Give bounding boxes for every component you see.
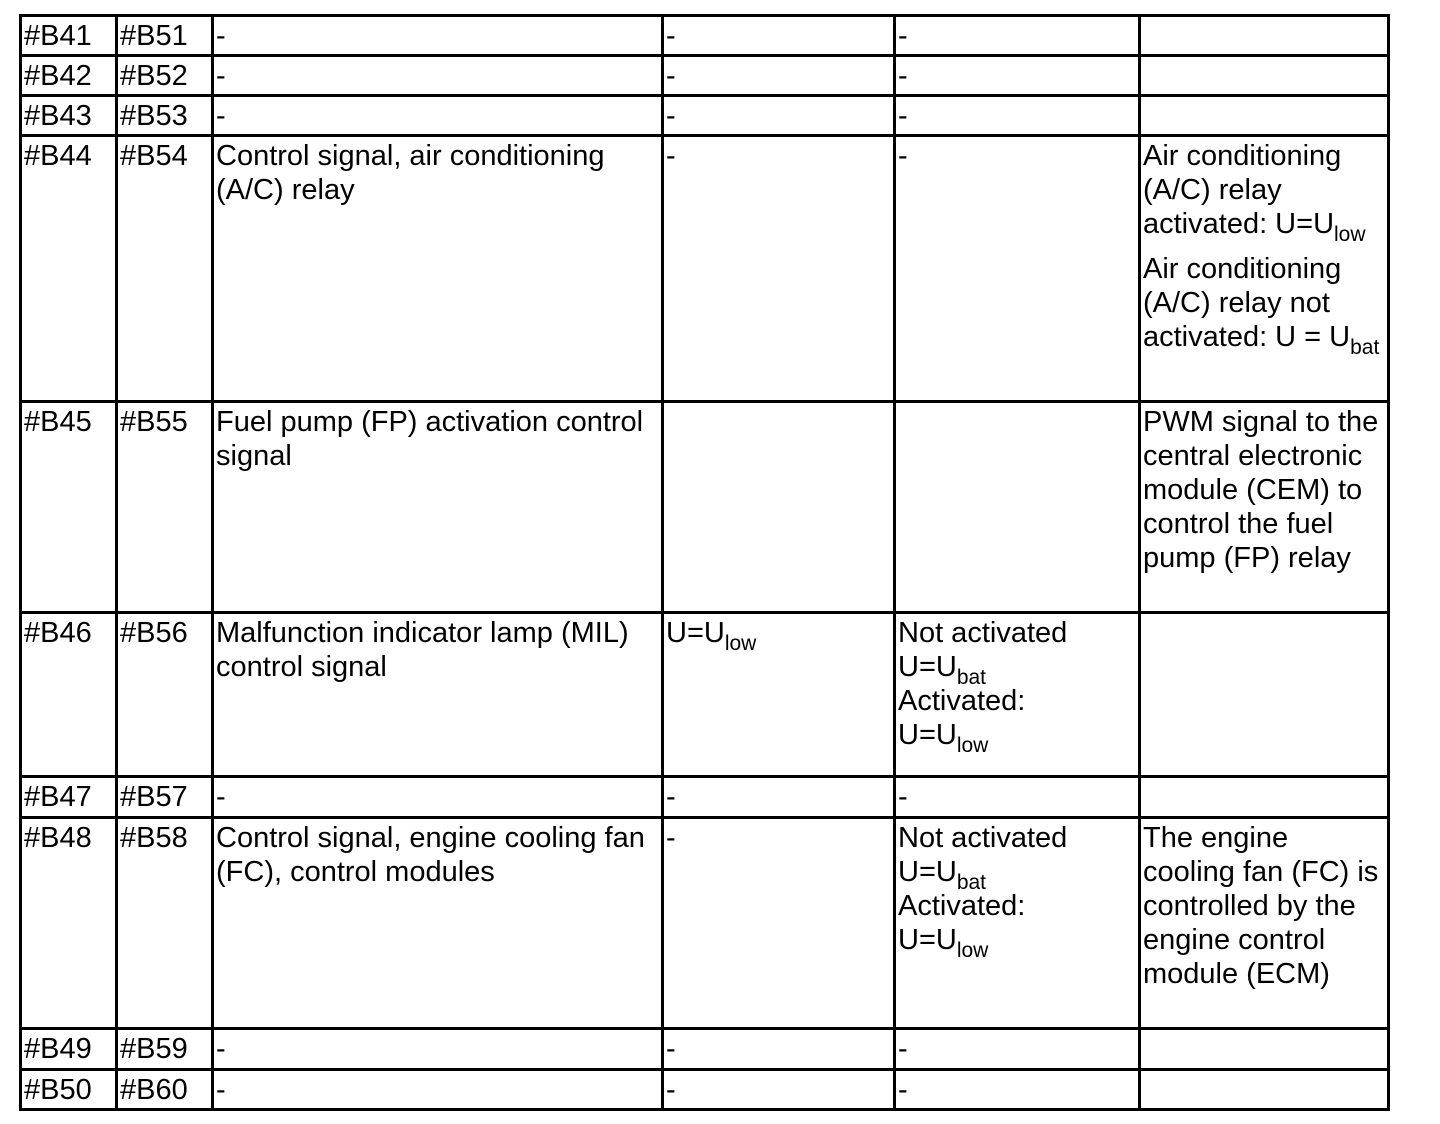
value-e-cell: - — [895, 1029, 1140, 1070]
pin-a-cell: #B48 — [21, 818, 117, 1029]
value-e-cell — [895, 402, 1140, 613]
description-cell: Control signal, engine cooling fan (FC), control modules — [213, 818, 663, 1029]
value-d-cell: $U=U_{low}$ — [663, 613, 895, 777]
pin-b-cell: #B59 — [117, 1029, 213, 1070]
pin-b-cell: #B54 — [117, 136, 213, 402]
note-cell — [1140, 1070, 1389, 1110]
table-row — [21, 613, 1389, 777]
pin-a-cell: #B42 — [21, 56, 117, 96]
value-e-cell: - — [895, 777, 1140, 818]
note-cell: The engine cooling fan (FC) is controlled by the engine control module (ECM) — [1140, 818, 1389, 1029]
description-cell: Control signal, air conditioning (A/C) relay — [213, 136, 663, 402]
value-e-cell: Not activated $U=U_{bat}$ Activated: $U=U_{low}$ — [895, 818, 1140, 1029]
value-d-cell: - — [663, 56, 895, 96]
table-row — [21, 1029, 1389, 1070]
pin-b-cell: #B55 — [117, 402, 213, 613]
note-paragraph-activated: Air conditioning (A/C) relay activated: $U=U_{low}$ — [1143, 140, 1366, 246]
note-cell — [1140, 613, 1389, 777]
value-e-cell: Not activated $U=U_{bat}$ Activated: $U=U_{low}$ — [895, 613, 1140, 777]
value-d-cell: - — [663, 136, 895, 402]
note-cell — [1140, 16, 1389, 56]
pin-a-cell: #B49 — [21, 1029, 117, 1070]
pin-a-cell: #B41 — [21, 16, 117, 56]
pin-a-cell: #B45 — [21, 402, 117, 613]
pin-b-cell: #B53 — [117, 96, 213, 136]
value-e-cell: - — [895, 56, 1140, 96]
value-d-cell: - — [663, 818, 895, 1029]
note-cell — [1140, 136, 1389, 402]
table-row — [21, 777, 1389, 818]
value-d-cell: - — [663, 96, 895, 136]
description-cell: - — [213, 1070, 663, 1110]
description-cell: - — [213, 96, 663, 136]
table-row — [21, 818, 1389, 1029]
table-row — [21, 1070, 1389, 1110]
pin-b-cell: #B52 — [117, 56, 213, 96]
table-row — [21, 16, 1389, 56]
pin-b-cell: #B51 — [117, 16, 213, 56]
value-e-cell: - — [895, 1070, 1140, 1110]
pin-b-cell: #B57 — [117, 777, 213, 818]
pin-a-cell: #B44 — [21, 136, 117, 402]
pin-a-cell: #B50 — [21, 1070, 117, 1110]
description-cell: Malfunction indicator lamp (MIL) control signal — [213, 613, 663, 777]
value-d-cell: - — [663, 16, 895, 56]
value-e-cell: - — [895, 96, 1140, 136]
description-cell: - — [213, 56, 663, 96]
value-d-cell — [663, 402, 895, 613]
pin-a-cell: #B46 — [21, 613, 117, 777]
value-e-cell: - — [895, 136, 1140, 402]
pin-b-cell: #B58 — [117, 818, 213, 1029]
table-row — [21, 402, 1389, 613]
description-cell: Fuel pump (FP) activation control signal — [213, 402, 663, 613]
table-row — [21, 136, 1389, 402]
description-cell: - — [213, 16, 663, 56]
value-e-cell: - — [895, 16, 1140, 56]
table-row — [21, 96, 1389, 136]
description-cell: - — [213, 777, 663, 818]
note-cell — [1140, 777, 1389, 818]
value-d-cell: - — [663, 1070, 895, 1110]
pin-a-cell: #B47 — [21, 777, 117, 818]
value-d-cell: - — [663, 1029, 895, 1070]
description-cell: - — [213, 1029, 663, 1070]
pin-b-cell: #B56 — [117, 613, 213, 777]
note-cell — [1140, 96, 1389, 136]
table-row — [21, 56, 1389, 96]
note-cell — [1140, 56, 1389, 96]
note-paragraph-not-activated: Air conditioning (A/C) relay not activated: $U = U_{bat}$ — [1143, 253, 1380, 359]
note-cell: PWM signal to the central electronic module (CEM) to control the fuel pump (FP) relay — [1140, 402, 1389, 613]
pin-a-cell: #B43 — [21, 96, 117, 136]
pin-table — [19, 14, 1390, 1111]
value-d-cell: - — [663, 777, 895, 818]
pin-b-cell: #B60 — [117, 1070, 213, 1110]
note-cell — [1140, 1029, 1389, 1070]
